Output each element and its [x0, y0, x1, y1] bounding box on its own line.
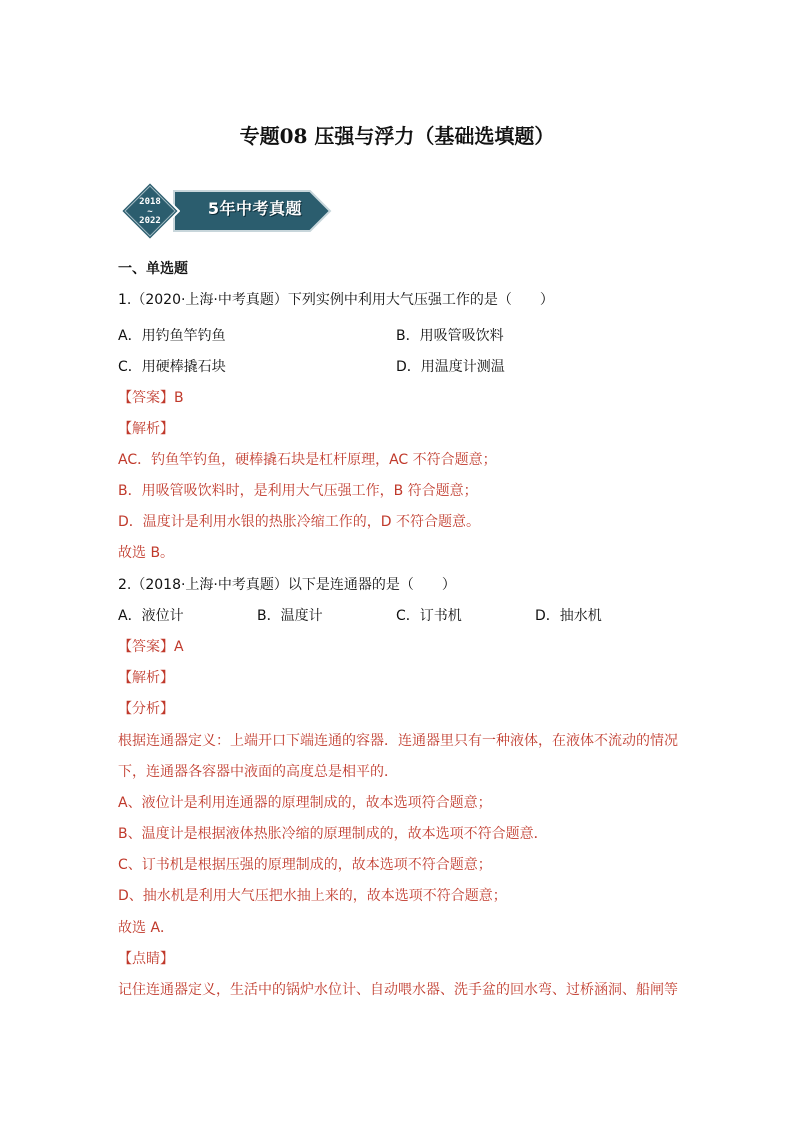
question-1-option-c: C．用硬棒撬石块: [118, 359, 226, 375]
question-1-analysis-line: AC．钓鱼竿钓鱼，硬棒撬石块是杠杆原理，AC 不符合题意；: [118, 452, 497, 468]
question-1-option-a: A．用钓鱼竿钓鱼: [118, 328, 226, 344]
question-1-conclusion: 故选 B。: [118, 545, 175, 561]
question-2-analysis-line: D、抽水机是利用大气压把水抽上来的，故本选项不符合题意；: [118, 888, 507, 904]
question-2-analysis-line: C、订书机是根据压强的原理制成的，故本选项不符合题意；: [118, 857, 492, 873]
question-2-fenxi-label: 【分析】: [118, 701, 174, 717]
question-2-dianjing-text: 记住连通器定义，生活中的锅炉水位计、自动喂水器、洗手盆的回水弯、过桥涵洞、船闸等: [118, 982, 678, 998]
answer-value: A: [174, 639, 184, 655]
question-2-analysis-line: A、液位计是利用连通器的原理制成的，故本选项符合题意；: [118, 795, 492, 811]
exam-years-banner: [120, 181, 332, 241]
year-end: 2022: [139, 216, 161, 226]
year-separator: ~: [147, 207, 153, 217]
section-heading: 一、单选题: [118, 261, 188, 277]
question-1-option-d: D．用温度计测温: [396, 359, 505, 375]
question-2-option-b: B．温度计: [257, 608, 323, 624]
year-start: 2018: [139, 197, 161, 207]
question-2-dianjing-label: 【点睛】: [118, 951, 174, 967]
question-1-analysis-label: 【解析】: [118, 421, 174, 437]
question-1-stem: 1.（2020·上海·中考真题）下列实例中利用大气压强工作的是（ ）: [118, 292, 554, 308]
question-2-fenxi-line: 根据连通器定义：上端开口下端连通的容器．连通器里只有一种液体，在液体不流动的情况: [118, 733, 678, 749]
question-1-analysis-line: B．用吸管吸饮料时，是利用大气压强工作，B 符合题意；: [118, 483, 478, 499]
question-2-stem: 2.（2018·上海·中考真题）以下是连通器的是（ ）: [118, 577, 456, 593]
question-2-fenxi-line: 下，连通器各容器中液面的高度总是相平的．: [118, 764, 398, 780]
question-2-analysis-line: B、温度计是根据液体热胀冷缩的原理制成的，故本选项不符合题意．: [118, 826, 548, 842]
question-2-answer: [118, 636, 184, 656]
question-2-analysis-label: 【解析】: [118, 670, 174, 686]
question-1-answer: [118, 387, 184, 407]
question-1-option-b: B．用吸管吸饮料: [396, 328, 504, 344]
question-2-option-c: C．订书机: [396, 608, 462, 624]
question-2-option-a: A．液位计: [118, 608, 184, 624]
page-title: 专题08 压强与浮力（基础选填题）: [239, 124, 555, 148]
question-1-analysis-line: D．温度计是利用水银的热胀冷缩工作的，D 不符合题意。: [118, 514, 481, 530]
answer-value: B: [174, 390, 184, 406]
question-2-option-d: D．抽水机: [535, 608, 602, 624]
answer-label: 【答案】: [118, 639, 174, 655]
banner-label: 5年中考真题: [207, 199, 303, 218]
question-2-conclusion: 故选 A．: [118, 920, 175, 936]
answer-label: 【答案】: [118, 390, 174, 406]
